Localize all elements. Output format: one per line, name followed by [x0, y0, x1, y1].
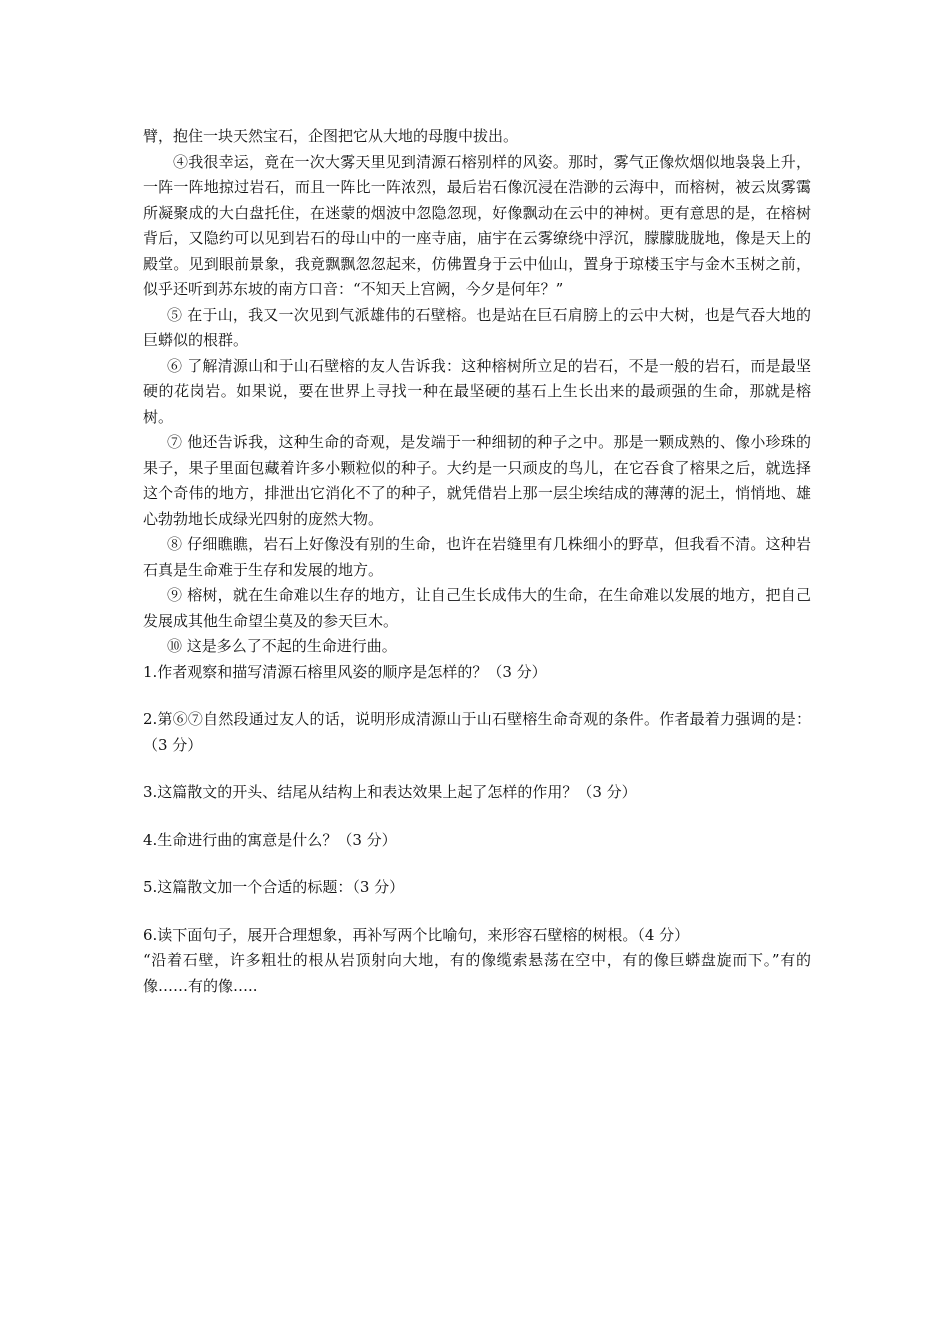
question-6-quote: “沿着石壁，许多粗壮的根从岩顶射向大地，有的像缆索悬荡在空中，有的像巨蟒盘旋而下。”有的像……有的像….. [143, 951, 811, 995]
question-4: 4.生命进行曲的寓意是什么？（3 分） [143, 830, 397, 849]
answer-space [143, 758, 811, 780]
paragraph-8: ⑧ 仔细瞧瞧，岩石上好像没有别的生命，也许在岩缝里有几株细小的野草，但我看不清。这种岩石真是生命难于生存和发展的地方。 [143, 535, 811, 579]
answer-space [143, 685, 811, 707]
answer-space [143, 806, 811, 828]
question-3: 3.这篇散文的开头、结尾从结构上和表达效果上起了怎样的作用？（3 分） [143, 783, 637, 801]
paragraph-5: ⑤ 在于山，我又一次见到气派雄伟的石壁榕。也是站在巨石肩膀上的云中大树，也是气吞大地的巨蟒似的根群。 [143, 305, 811, 349]
answer-space [143, 853, 811, 875]
question-1: 1.作者观察和描写清源石榕里风姿的顺序是怎样的？（3 分） [143, 662, 547, 681]
paragraph-7: ⑦ 他还告诉我，这种生命的奇观，是发端于一种细韧的种子之中。那是一颗成熟的、像小珍珠的果子，果子里面包藏着许多小颗粒似的种子。大约是一只顽皮的鸟儿，在它吞食了榕果之后，就选择这个奇伟的地方，排泄出它消化不了的种子，就凭借岩上那一层尘埃结成的薄薄的泥土，悄悄地、雄心勃勃地长成绿光四射的庞然大物。 [143, 433, 811, 528]
question-5: 5.这篇散文加一个合适的标题：（3 分） [143, 878, 405, 896]
paragraph-10: ⑩ 这是多么了不起的生命进行曲。 [167, 637, 397, 655]
answer-space [143, 901, 811, 923]
question-2: 2.第⑥⑦自然段通过友人的话，说明形成清源山于山石壁榕生命奇观的条件。作者最着力强调的是：（3 分） [143, 710, 811, 754]
question-6: 6.读下面句子，展开合理想象，再补写两个比喻句，来形容石壁榕的树根。（4 分） [143, 925, 690, 944]
paragraph-3-tail: 臂，抱住一块天然宝石，企图把它从大地的母腹中拔出。 [143, 127, 519, 145]
paragraph-9: ⑨ 榕树，就在生命难以生存的地方，让自己生长成伟大的生命，在生命难以发展的地方，把自己发展成其他生命望尘莫及的参天巨木。 [143, 586, 811, 630]
paragraph-4: ④我很幸运，竟在一次大雾天里见到清源石榕别样的风姿。那时，雾气正像炊烟似地袅袅上升，一阵一阵地掠过岩石，而且一阵比一阵浓烈，最后岩石像沉浸在浩渺的云海中，而榕树，被云岚雾霭所凝聚成的大白盘托住，在迷蒙的烟波中忽隐忽现，好像飘动在云中的神树。更有意思的是，在榕树背后，又隐约可以见到岩石的母山中的一座寺庙，庙宇在云雾缭绕中浮沉，朦朦胧胧地，像是天上的殿堂。见到眼前景象，我竟飘飘忽忽起来，仿佛置身于云中仙山，置身于琼楼玉宇与金木玉树之前，似乎还听到苏东坡的南方口音：“不知天上宫阙，今夕是何年？” [143, 152, 811, 298]
paragraph-6: ⑥ 了解清源山和于山石壁榕的友人告诉我：这种榕树所立足的岩石，不是一般的岩石，而是最坚硬的花岗岩。如果说，要在世界上寻找一种在最坚硬的基石上生长出来的最顽强的生命，那就是榕树。 [143, 356, 811, 426]
document-page [143, 124, 811, 999]
